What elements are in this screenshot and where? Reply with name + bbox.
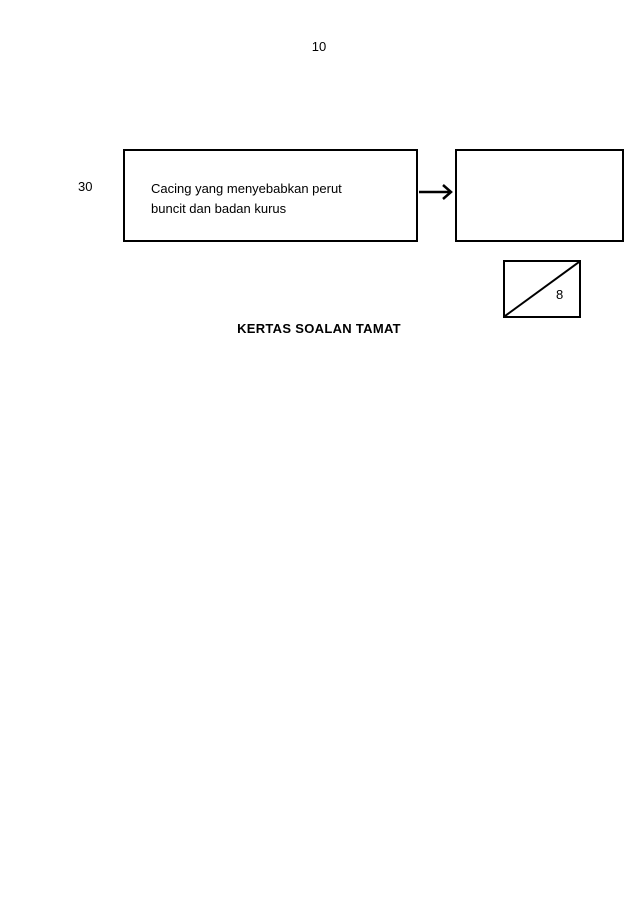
question-box (123, 149, 418, 242)
score-diagonal-line (505, 262, 579, 316)
question-text-line-1: Cacing yang menyebabkan perut (151, 181, 342, 196)
question-text-line-2: buncit dan badan kurus (151, 201, 287, 216)
end-of-paper-title: KERTAS SOALAN TAMAT (237, 321, 401, 336)
arrow-right-icon (418, 183, 454, 201)
question-number: 30 (78, 179, 93, 194)
question-text (151, 179, 401, 219)
page-number: 10 (311, 39, 327, 54)
score-max-marks: 8 (556, 287, 564, 302)
score-box (503, 260, 581, 318)
answer-box[interactable] (455, 149, 624, 242)
